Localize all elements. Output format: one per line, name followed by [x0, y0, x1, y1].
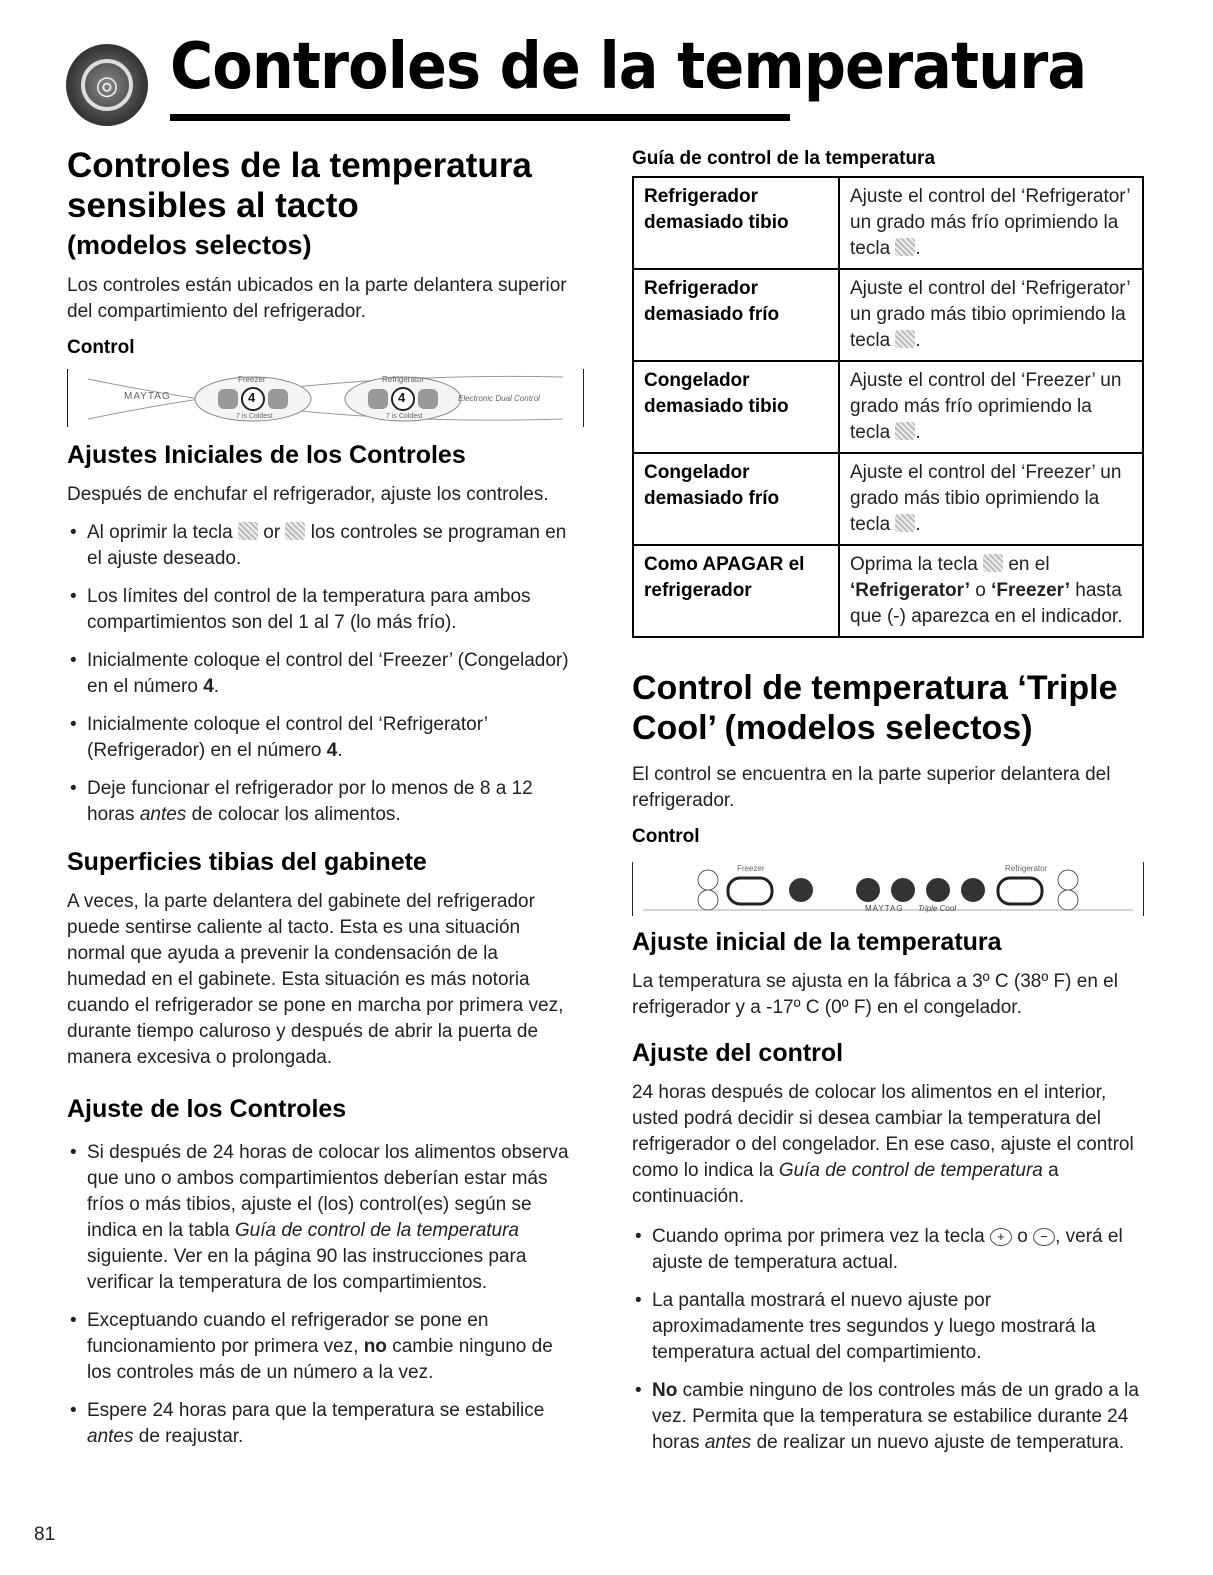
initial-temp-heading: Ajuste inicial de la temperatura	[632, 928, 1002, 956]
adjust-control-text: 24 horas después de colocar los alimentos en el interior, usted podrá decidir si desea cambiar la temperatura del refrigerador o del congelador. En ese caso, ajuste el control como lo indica la Guía de control de temperatura a continuación.	[632, 1082, 1134, 1207]
control-label: Control	[632, 826, 700, 847]
refrigerator-colder-key-icon	[895, 238, 915, 256]
panel-electronic-label: Electronic Dual Control	[458, 394, 540, 403]
table-row	[633, 545, 1143, 637]
list-item: • Si después de 24 horas de colocar los alimentos observa que uno o ambos compartimientos deberían estar más fríos o más tibios, ajuste el (los) control(es) según se indica en la tabla Guía de control de la temperatura siguiente. Ver en la página 90 las instrucciones para verificar la temperatura de los compartimientos.	[67, 1140, 582, 1296]
adjust-control-list	[632, 1224, 1147, 1456]
refrigerator-display: 4	[398, 390, 406, 405]
freezer-key-icon	[238, 522, 258, 540]
left-column	[67, 146, 582, 1462]
list-item: • Los límites del control de la temperatura para ambos compartimientos son del 1 al 7 (lo más frío).	[67, 584, 582, 636]
triple-cool-control-panel	[632, 862, 1144, 916]
guide-action: Ajuste el control del ‘Freezer’ un grado más frío oprimiendo la tecla .	[839, 361, 1143, 453]
control-label: Control	[67, 337, 135, 358]
panel-refrigerator-label: Refrigerator	[1005, 864, 1048, 873]
list-item: • Exceptuando cuando el refrigerador se pone en funcionamiento por primera vez, no cambie ninguno de los controles más de un número a la vez.	[67, 1308, 582, 1386]
guide-condition: Refrigerador demasiado tibio	[633, 177, 839, 269]
warm-surfaces-heading: Superficies tibias del gabinete	[67, 848, 427, 876]
temperature-guide-table	[632, 176, 1144, 638]
guide-condition: Congelador demasiado tibio	[633, 361, 839, 453]
list-item: • Inicialmente coloque el control del ‘Freezer’ (Congelador) en el número 4.	[67, 648, 582, 700]
list-item: • No cambie ninguno de los controles más de un grado a la vez. Permita que la temperatura se estabilice durante 24 horas antes de realizar un nuevo ajuste de temperatura.	[632, 1378, 1147, 1456]
table-row	[633, 177, 1143, 269]
guide-action: Ajuste el control del ‘Freezer’ un grado más tibio oprimiendo la tecla .	[839, 453, 1143, 545]
panel-brand: MAYTAG	[124, 391, 171, 402]
freezer-colder-key-icon	[895, 422, 915, 440]
triple-cool-heading: Control de temperatura ‘Triple Cool’ (modelos selectos)	[632, 669, 1118, 747]
list-item: • Deje funcionar el refrigerador por lo menos de 8 a 12 horas antes de colocar los alimentos.	[67, 776, 582, 828]
adjust-control-heading: Ajuste del control	[632, 1039, 844, 1067]
panel-model: Triple Cool	[918, 904, 957, 913]
refrigerator-warmer-key-icon	[895, 330, 915, 348]
intro-text: Los controles están ubicados en la parte delantera superior del compartimiento del refrigerador.	[67, 275, 567, 322]
initial-temp-text: La temperatura se ajusta en la fábrica a 3º C (38º F) en el refrigerador y a -17º C (0º F) en el congelador.	[632, 971, 1118, 1018]
minus-key-icon: −	[1033, 1228, 1055, 1246]
page-title: Controles de la temperatura	[170, 30, 1087, 104]
list-item: • Espere 24 horas para que la temperatura se estabilice antes de reajustar.	[67, 1398, 582, 1450]
panel-freezer-label: Freezer	[737, 864, 765, 873]
panel-freezer-sub: 7 is Coldest	[236, 413, 273, 420]
adjust-controls-list	[67, 1140, 582, 1450]
initial-settings-intro: Después de enchufar el refrigerador, ajuste los controles.	[67, 484, 549, 505]
guide-title: Guía de control de la temperatura	[632, 148, 936, 169]
right-column	[632, 148, 1147, 1468]
table-row	[633, 361, 1143, 453]
panel-brand: MAYTAG	[865, 904, 904, 913]
list-item: • Inicialmente coloque el control del ‘Refrigerator’ (Refrigerador) en el número 4.	[67, 712, 582, 764]
off-key-icon	[983, 554, 1003, 572]
adjust-controls-heading: Ajuste de los Controles	[67, 1095, 347, 1123]
table-row	[633, 269, 1143, 361]
section-title-touch-controls: Controles de la temperatura sensibles al tacto	[67, 146, 532, 225]
touch-control-panel	[67, 369, 584, 427]
guide-action: Ajuste el control del ‘Refrigerator’ un grado más frío oprimiendo la tecla .	[839, 177, 1143, 269]
list-item: • Al oprimir la tecla or los controles se programan en el ajuste deseado.	[67, 520, 582, 572]
panel-refrigerator-sub: 7 is Coldest	[386, 413, 423, 420]
list-item: • Cuando oprima por primera vez la tecla + o − , verá el ajuste de temperatura actual.	[632, 1224, 1147, 1276]
guide-condition: Refrigerador demasiado frío	[633, 269, 839, 361]
guide-action: Oprima la tecla en el ‘Refrigerator’ o ‘Freezer’ hasta que (-) aparezca en el indicador.	[839, 545, 1143, 637]
thermostat-dial-icon: ◎	[66, 44, 148, 126]
page-number: 81	[34, 1524, 56, 1545]
list-item: • La pantalla mostrará el nuevo ajuste por aproximadamente tres segundos y luego mostrará la temperatura actual del compartimiento.	[632, 1288, 1147, 1366]
guide-action: Ajuste el control del ‘Refrigerator’ un grado más tibio oprimiendo la tecla .	[839, 269, 1143, 361]
warm-surfaces-text: A veces, la parte delantera del gabinete del refrigerador puede sentirse caliente al tacto. Esta es una situación normal que ayuda a prevenir la condensación de la humedad en el gabinete. Esta situación es más notoria cuando el refrigerador se pone en marcha por primera vez, durante tiempo caluroso y después de abrir la puerta de manera excesiva o prolongada.	[67, 891, 564, 1068]
freezer-display: 4	[248, 390, 256, 405]
triple-cool-intro: El control se encuentra en la parte superior delantera del refrigerador.	[632, 764, 1111, 811]
refrigerator-key-icon	[285, 522, 305, 540]
freezer-warmer-key-icon	[895, 514, 915, 532]
table-row	[633, 453, 1143, 545]
guide-condition: Congelador demasiado frío	[633, 453, 839, 545]
section-subtitle: (modelos selectos)	[67, 230, 312, 260]
panel-freezer-label: Freezer	[238, 375, 266, 384]
plus-key-icon: +	[990, 1228, 1012, 1246]
initial-settings-heading: Ajustes Iniciales de los Controles	[67, 441, 466, 469]
title-underline	[170, 114, 790, 121]
initial-settings-list	[67, 520, 582, 828]
guide-condition: Como APAGAR el refrigerador	[633, 545, 839, 637]
panel-refrigerator-label: Refrigerator	[382, 375, 425, 384]
